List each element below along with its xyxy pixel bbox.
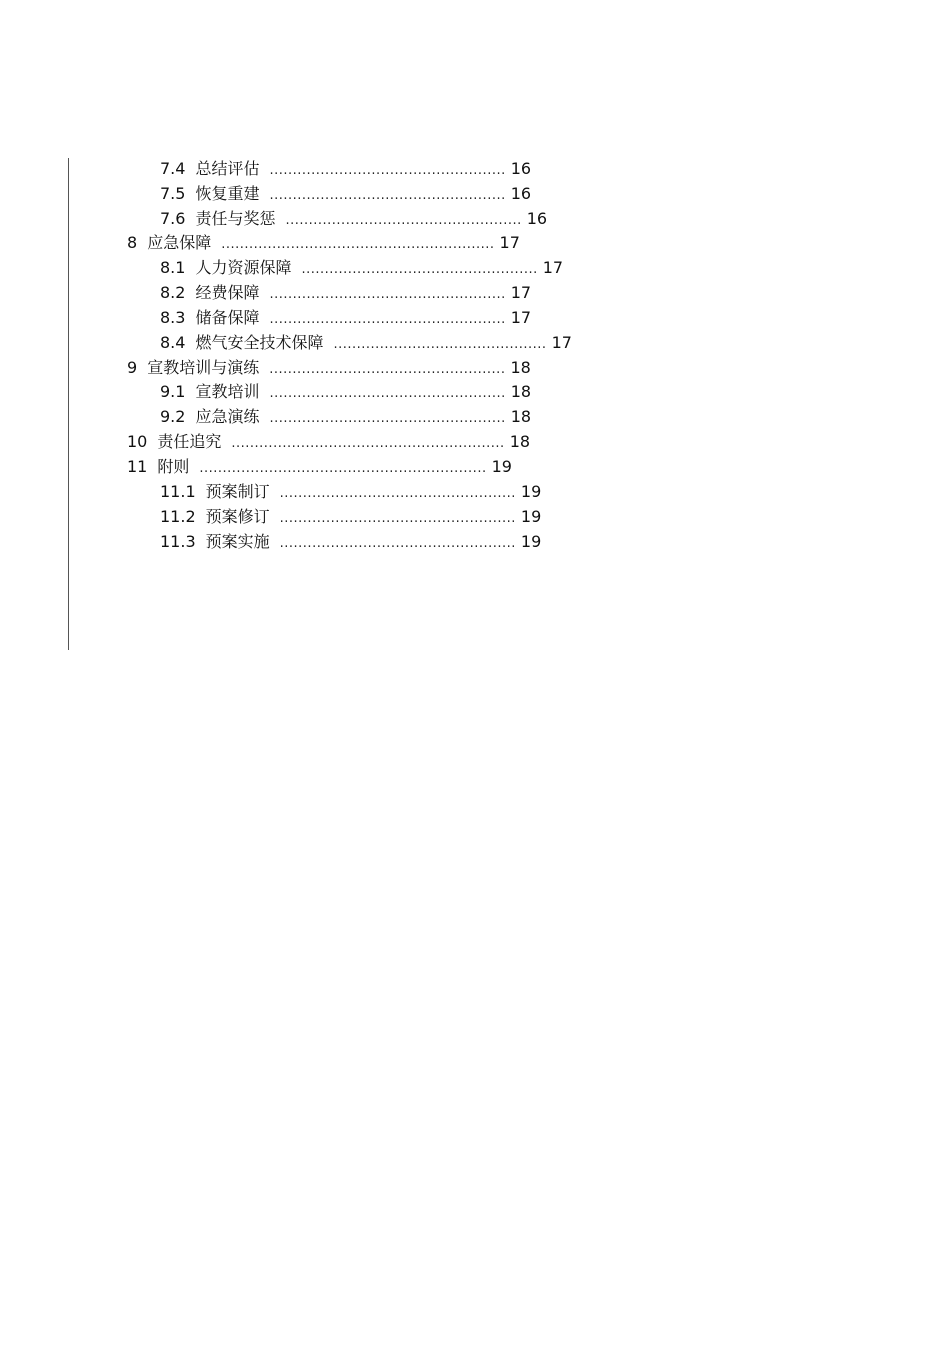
toc-entry-number: 9 xyxy=(127,358,138,377)
toc-leader-dots: .............................................. xyxy=(333,337,547,352)
toc-leader-dots: ................................................... xyxy=(269,312,506,327)
toc-entry-page: 18 xyxy=(510,382,532,401)
toc-entry-page: 16 xyxy=(510,159,532,178)
toc-entry-8-2[interactable] xyxy=(160,281,531,305)
toc-entry-title: 燃气安全技术保障 xyxy=(195,333,324,352)
toc-entry-page: 19 xyxy=(520,482,542,501)
toc-entry-title: 责任与奖惩 xyxy=(195,209,276,228)
toc-entry-title: 宣教培训与演练 xyxy=(147,358,260,377)
toc-entry-title: 人力资源保障 xyxy=(195,258,292,277)
margin-rule xyxy=(68,158,69,650)
toc-entry-page: 17 xyxy=(499,233,520,252)
toc-entry-title: 预案修订 xyxy=(205,507,270,526)
toc-entry-title: 储备保障 xyxy=(195,308,260,327)
toc-leader-dots: ................................................... xyxy=(269,362,506,377)
toc-entry-page: 17 xyxy=(551,333,572,352)
toc-entry-title: 经费保障 xyxy=(195,283,260,302)
toc-leader-dots: ................................................... xyxy=(269,163,506,178)
toc-entry-page: 17 xyxy=(510,283,532,302)
toc-entry-title: 责任追究 xyxy=(157,432,222,451)
toc-leader-dots: ........................................................... xyxy=(221,237,495,252)
toc-leader-dots: ................................................... xyxy=(269,386,506,401)
toc-leader-dots: .............................................................. xyxy=(199,461,487,476)
toc-entry-title: 宣教培训 xyxy=(195,382,260,401)
toc-entry-9-2[interactable] xyxy=(160,405,531,429)
toc-entry-title: 预案实施 xyxy=(205,532,270,551)
toc-entry-9[interactable] xyxy=(127,356,531,380)
toc-entry-8-1[interactable] xyxy=(160,256,563,280)
toc-entry-8[interactable] xyxy=(127,231,520,255)
toc-leader-dots: ................................................... xyxy=(269,188,506,203)
toc-entry-11-2[interactable] xyxy=(160,505,541,529)
toc-entry-8-3[interactable] xyxy=(160,306,531,330)
toc-entry-page: 17 xyxy=(542,258,564,277)
toc-entry-number: 9.2 xyxy=(160,407,186,426)
toc-leader-dots: ................................................... xyxy=(279,536,516,551)
toc-entry-page: 18 xyxy=(510,358,531,377)
toc-entry-7-6[interactable] xyxy=(160,207,547,231)
toc-entry-number: 8.2 xyxy=(160,283,186,302)
toc-entry-number: 8 xyxy=(127,233,138,252)
toc-entry-7-5[interactable] xyxy=(160,182,531,206)
toc-entry-11[interactable] xyxy=(127,455,512,479)
toc-entry-page: 19 xyxy=(491,457,512,476)
toc-entry-title: 应急保障 xyxy=(147,233,212,252)
toc-leader-dots: ................................................... xyxy=(279,486,516,501)
toc-entry-11-3[interactable] xyxy=(160,530,541,554)
toc-entry-page: 19 xyxy=(520,507,542,526)
toc-entry-number: 11.3 xyxy=(160,532,196,551)
toc-leader-dots: ................................................... xyxy=(269,411,506,426)
toc-entry-10[interactable] xyxy=(127,430,530,454)
toc-entry-number: 11.1 xyxy=(160,482,196,501)
toc-entry-11-1[interactable] xyxy=(160,480,541,504)
toc-entry-page: 16 xyxy=(526,209,548,228)
toc-entry-number: 8.3 xyxy=(160,308,186,327)
toc-leader-dots: ................................................... xyxy=(285,213,522,228)
toc-entry-title: 恢复重建 xyxy=(195,184,260,203)
toc-entry-title: 附则 xyxy=(157,457,190,476)
toc-entry-number: 7.6 xyxy=(160,209,186,228)
toc-entry-number: 7.4 xyxy=(160,159,186,178)
toc-leader-dots: ................................................... xyxy=(269,287,506,302)
toc-entry-7-4[interactable] xyxy=(160,157,531,181)
toc-entry-8-4[interactable] xyxy=(160,331,572,355)
toc-entry-page: 17 xyxy=(510,308,532,327)
toc-entry-9-1[interactable] xyxy=(160,380,531,404)
toc-entry-title: 总结评估 xyxy=(195,159,260,178)
toc-leader-dots: ................................................... xyxy=(279,511,516,526)
toc-entry-number: 11.2 xyxy=(160,507,196,526)
toc-entry-page: 18 xyxy=(510,407,532,426)
toc-entry-number: 10 xyxy=(127,432,148,451)
toc-entry-number: 8.4 xyxy=(160,333,186,352)
toc-entry-number: 7.5 xyxy=(160,184,186,203)
toc-entry-title: 预案制订 xyxy=(205,482,270,501)
toc-entry-number: 8.1 xyxy=(160,258,186,277)
toc-leader-dots: ........................................................... xyxy=(231,436,505,451)
toc-entry-number: 11 xyxy=(127,457,148,476)
toc-entry-page: 19 xyxy=(520,532,542,551)
toc-entry-number: 9.1 xyxy=(160,382,186,401)
toc-entry-title: 应急演练 xyxy=(195,407,260,426)
toc-leader-dots: ................................................... xyxy=(301,262,538,277)
toc-entry-page: 18 xyxy=(509,432,531,451)
toc-entry-page: 16 xyxy=(510,184,532,203)
